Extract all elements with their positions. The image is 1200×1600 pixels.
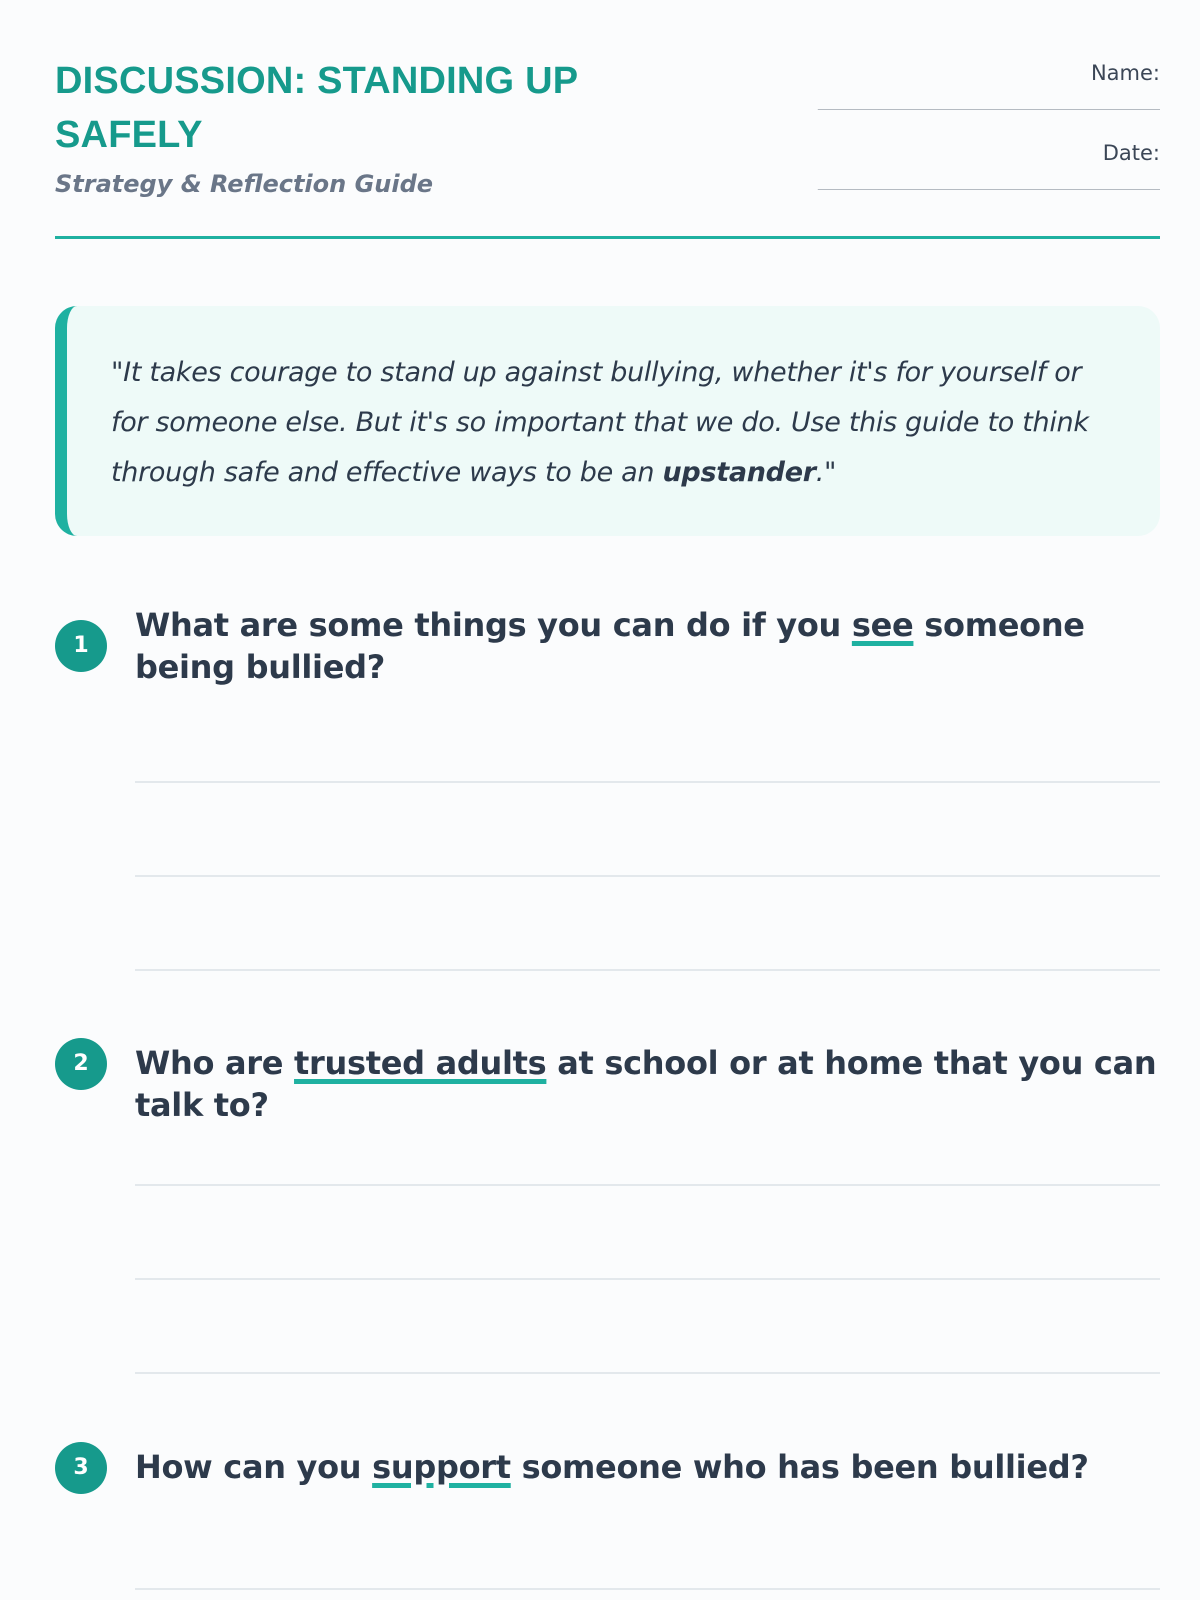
name-field[interactable]: ____________________________________ [818, 88, 1160, 110]
question-text-part: Who are [135, 1044, 295, 1082]
question-keyword: trusted adults [294, 1044, 547, 1082]
question-number-badge: 1 [55, 620, 107, 672]
page-subtitle: Strategy & Reflection Guide [55, 170, 434, 198]
question-keyword: support [372, 1448, 511, 1486]
answer-line[interactable] [135, 1372, 1160, 1374]
answer-line[interactable] [135, 875, 1160, 877]
quote-emphasis: upstander [662, 457, 816, 488]
worksheet-header [55, 0, 1160, 240]
quote-text [111, 348, 1120, 498]
question-keyword: see [851, 606, 914, 644]
question-1 [55, 600, 1160, 980]
question-text-part: someone being bullied? [135, 606, 1085, 686]
intro-quote [55, 306, 1160, 536]
question-text-part: at school or at home that you can talk to? [135, 1044, 1157, 1124]
question-number-badge: 3 [55, 1442, 107, 1494]
date-field[interactable]: ____________________________________ [818, 168, 1160, 190]
question-text-part: How can you [135, 1448, 373, 1486]
question-text [135, 604, 1160, 688]
date-label: Date: [1102, 141, 1160, 165]
header-divider [55, 236, 1160, 239]
name-label: Name: [1090, 61, 1160, 85]
question-3 [55, 1442, 1160, 1600]
question-text [135, 1446, 1160, 1488]
answer-line[interactable] [135, 969, 1160, 971]
name-date-block [740, 58, 1160, 190]
page-title: DISCUSSION: STANDING UP SAFELY [55, 60, 578, 156]
answer-line[interactable] [135, 1184, 1160, 1186]
question-text-part: What are some things you can do if you [135, 606, 852, 644]
answer-line[interactable] [135, 1588, 1160, 1590]
quote-text-main: "It takes courage to stand up against bullying, whether it's for yourself or for someone else. But it's so important that we do. Use this guide to think through safe and effective ways to be an [111, 357, 1089, 488]
question-text-part: someone who has been bullied? [510, 1448, 1089, 1486]
worksheet-page [55, 0, 1160, 1600]
answer-line[interactable] [135, 781, 1160, 783]
question-2 [55, 1038, 1160, 1378]
question-number-badge: 2 [55, 1038, 107, 1090]
quote-text-end: ." [815, 457, 837, 488]
answer-line[interactable] [135, 1278, 1160, 1280]
question-text [135, 1042, 1160, 1126]
